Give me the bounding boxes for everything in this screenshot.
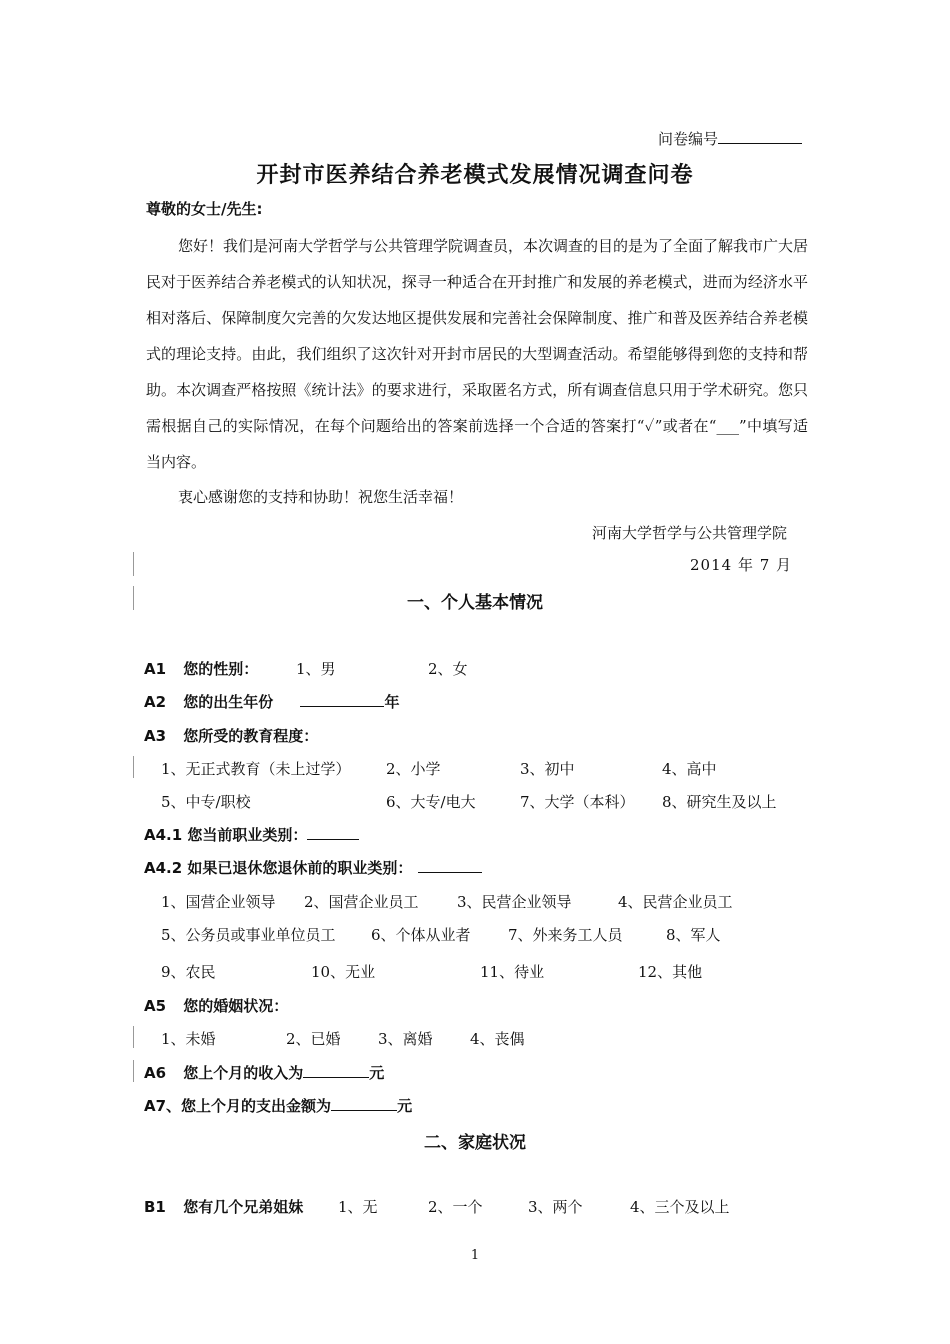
question-label: A7、您上个月的支出金额为 <box>144 1097 332 1115</box>
option-a5-1[interactable]: 1、未婚 <box>161 1030 216 1048</box>
question-label: A4.2 如果已退休您退休前的职业类别： <box>144 859 413 877</box>
question-id: A2 <box>144 693 167 711</box>
option-b1-4[interactable]: 4、三个及以上 <box>630 1198 730 1216</box>
intro-paragraph: 您好！我们是河南大学哲学与公共管理学院调查员，本次调查的目的是为了全面了解我市广大居民对于医养结合养老模式的认知状况，探寻一种适合在开封推广和发展的养老模式，进而为经济水平相对落后、保障制度欠完善的欠发达地区提供发展和完善社会保障制度、推广和普及医养结合养老模式的理论支持。由此，我们组织了这次针对开封市居民的大型调查活动。希望能够得到您的支持和帮助。本次调查严格按照《统计法》的要求进行，采取匿名方式，所有调查信息只用于学术研究。您只需根据自己的实际情况，在每个问题给出的答案前选择一个合适的答案打“✓”或者在“___”中填写适当内容。 <box>146 237 809 471</box>
option-a3-5[interactable]: 5、中专/职校 <box>161 793 251 811</box>
option-a4-9[interactable]: 9、农民 <box>161 963 216 981</box>
organization: 河南大学哲学与公共管理学院 <box>592 524 788 542</box>
option-a4-1[interactable]: 1、国营企业领导 <box>161 893 276 911</box>
option-a1-2[interactable]: 2、女 <box>428 660 468 678</box>
option-a4-3[interactable]: 3、民营企业领导 <box>457 893 572 911</box>
question-a1 <box>144 658 258 679</box>
section-heading-personal: 一、个人基本情况 <box>407 593 543 613</box>
question-id: A6 <box>144 1064 167 1082</box>
question-a7 <box>144 1095 412 1116</box>
margin-mark <box>133 1060 134 1082</box>
page-number: 1 <box>470 1248 480 1263</box>
option-a5-3[interactable]: 3、离婚 <box>378 1030 433 1048</box>
option-a5-2[interactable]: 2、已婚 <box>286 1030 341 1048</box>
question-b1 <box>144 1196 303 1217</box>
question-label: 您有几个兄弟姐妹 <box>183 1198 304 1216</box>
occupation-blank[interactable] <box>307 825 359 840</box>
option-a4-5[interactable]: 5、公务员或事业单位员工 <box>161 926 336 944</box>
document-title: 开封市医养结合养老模式发展情况调查问卷 <box>256 163 694 188</box>
option-a4-4[interactable]: 4、民营企业员工 <box>618 893 733 911</box>
option-a4-12[interactable]: 12、其他 <box>638 963 703 981</box>
question-id: A1 <box>144 660 167 678</box>
birth-year-blank[interactable] <box>300 692 384 707</box>
question-label: 您的出生年份 <box>183 693 274 711</box>
question-label: A4.1 您当前职业类别： <box>144 826 308 844</box>
section-heading-family: 二、家庭状况 <box>424 1133 526 1153</box>
margin-mark <box>133 1026 134 1048</box>
date: 2014 年 7 月 <box>690 556 793 574</box>
year-suffix: 年 <box>384 693 400 711</box>
question-a6 <box>144 1062 384 1083</box>
option-a3-1[interactable]: 1、无正式教育（未上过学） <box>161 760 351 778</box>
margin-mark <box>133 552 134 576</box>
option-a4-7[interactable]: 7、外来务工人员 <box>508 926 623 944</box>
expense-blank[interactable] <box>331 1096 397 1111</box>
serial-label: 问卷编号 <box>658 130 719 148</box>
option-a1-1[interactable]: 1、男 <box>296 660 336 678</box>
thanks-line: 衷心感谢您的支持和协助！祝您生活幸福！ <box>178 488 464 506</box>
question-a2 <box>144 691 400 712</box>
option-b1-3[interactable]: 3、两个 <box>528 1198 583 1216</box>
question-label: 您的性别： <box>183 660 259 678</box>
question-a5 <box>144 995 288 1016</box>
question-label: 您所受的教育程度： <box>183 727 319 745</box>
yuan-suffix: 元 <box>369 1064 385 1082</box>
option-a4-8[interactable]: 8、军人 <box>666 926 721 944</box>
option-a3-6[interactable]: 6、大专/电大 <box>386 793 476 811</box>
greeting: 尊敬的女士/先生: <box>146 200 263 218</box>
option-a4-10[interactable]: 10、无业 <box>311 963 376 981</box>
option-a3-2[interactable]: 2、小学 <box>386 760 441 778</box>
yuan-suffix: 元 <box>397 1097 413 1115</box>
question-a3 <box>144 725 318 746</box>
option-a4-11[interactable]: 11、待业 <box>480 963 545 981</box>
questionnaire-number <box>658 128 802 149</box>
income-blank[interactable] <box>303 1063 369 1078</box>
question-a4-2 <box>144 857 482 878</box>
option-a3-8[interactable]: 8、研究生及以上 <box>662 793 777 811</box>
option-b1-2[interactable]: 2、一个 <box>428 1198 483 1216</box>
option-a3-3[interactable]: 3、初中 <box>520 760 575 778</box>
question-id: A3 <box>144 727 167 745</box>
option-a5-4[interactable]: 4、丧偶 <box>470 1030 525 1048</box>
question-a4-1 <box>144 824 359 845</box>
question-id: B1 <box>144 1198 166 1216</box>
option-b1-1[interactable]: 1、无 <box>338 1198 378 1216</box>
serial-blank[interactable] <box>718 129 802 144</box>
option-a3-7[interactable]: 7、大学（本科） <box>520 793 635 811</box>
question-label: 您的婚姻状况： <box>183 997 289 1015</box>
option-a3-4[interactable]: 4、高中 <box>662 760 717 778</box>
option-a4-2[interactable]: 2、国营企业员工 <box>304 893 419 911</box>
margin-mark <box>133 756 134 778</box>
option-a4-6[interactable]: 6、个体从业者 <box>371 926 471 944</box>
question-label: 您上个月的收入为 <box>183 1064 304 1082</box>
question-id: A5 <box>144 997 167 1015</box>
former-occupation-blank[interactable] <box>418 858 482 873</box>
